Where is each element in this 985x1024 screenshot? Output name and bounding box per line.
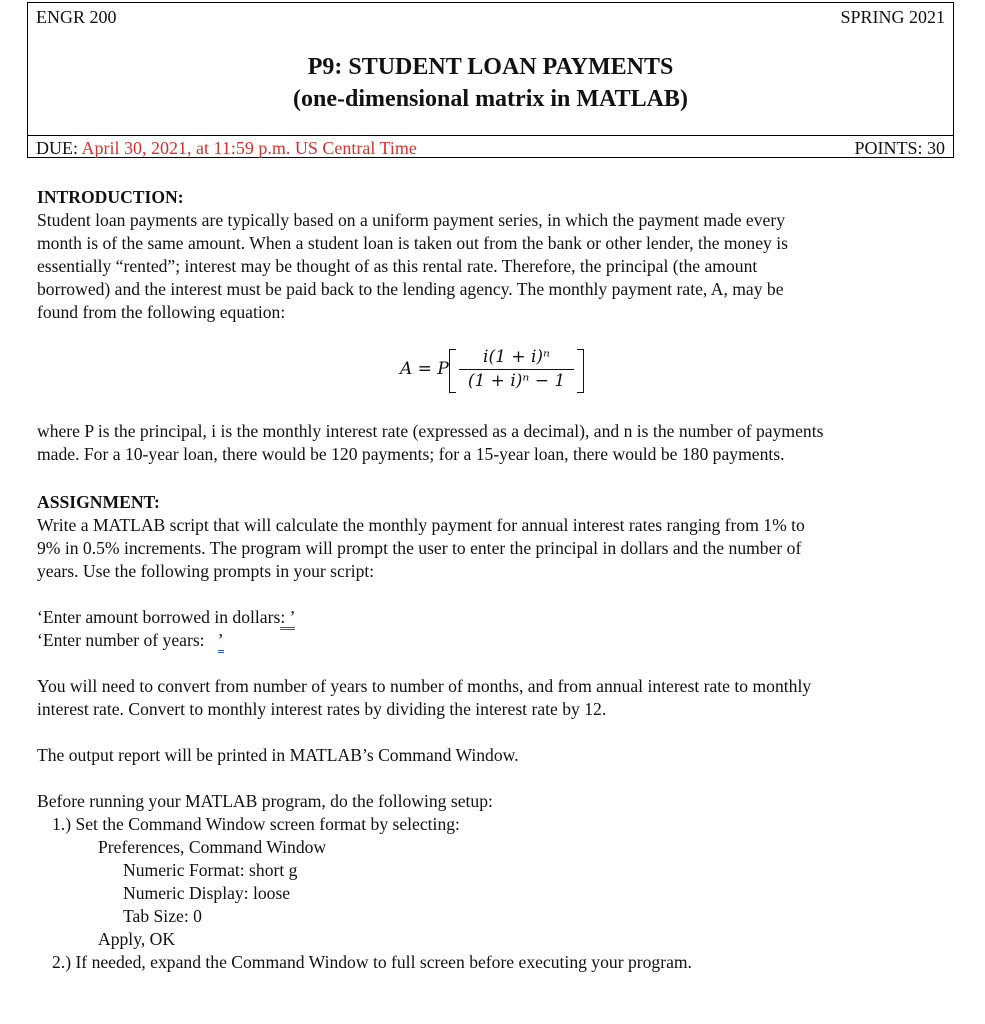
convert-line-2: interest rate. Convert to monthly interest rates by dividing the interest rate by 12. bbox=[37, 699, 607, 719]
convert-section bbox=[37, 675, 947, 721]
setup-item-1-end: Apply, OK bbox=[98, 929, 176, 949]
setup-item-2: 2.) If needed, expand the Command Window to full screen before executing your program. bbox=[52, 952, 692, 972]
equation-numerator: i(1 + i)ⁿ bbox=[483, 347, 550, 367]
setup-item-1-b: Numeric Display: loose bbox=[123, 883, 291, 903]
setup-item-1-c: Tab Size: 0 bbox=[123, 906, 202, 926]
prompt-1-text: ‘Enter amount borrowed in dollars bbox=[37, 607, 281, 627]
due-label: DUE: bbox=[36, 138, 78, 158]
output-line: The output report will be printed in MATLAB’s Command Window. bbox=[37, 745, 519, 765]
payment-equation bbox=[394, 345, 614, 395]
assignment-line-1: Write a MATLAB script that will calculate the monthly payment for annual interest rates ranging from 1% to bbox=[37, 515, 805, 535]
prompt-2-text: ‘Enter number of years: bbox=[37, 630, 218, 650]
equation-denominator: (1 + i)ⁿ − 1 bbox=[467, 371, 566, 391]
prompts-section bbox=[37, 606, 947, 652]
header-box bbox=[27, 2, 954, 158]
equation-lhs: A = P bbox=[400, 359, 449, 379]
prompt-1-tail: : ’ bbox=[280, 607, 295, 630]
setup-intro bbox=[37, 790, 947, 813]
title-line-1: P9: STUDENT LOAN PAYMENTS bbox=[307, 54, 674, 80]
intro-line-5: found from the following equation: bbox=[37, 302, 286, 322]
assignment-line-2: 9% in 0.5% increments. The program will prompt the user to enter the principal in dollars and the number of bbox=[37, 538, 802, 558]
equation-fraction bbox=[449, 345, 584, 395]
setup-item-1-a: Numeric Format: short g bbox=[123, 860, 298, 880]
course-code: ENGR 200 bbox=[36, 7, 117, 27]
where-section bbox=[37, 420, 947, 466]
convert-line-1: You will need to convert from number of years to number of months, and from annual interest rate to monthly bbox=[37, 676, 812, 696]
where-line-1: where P is the principal, i is the monthly interest rate (expressed as a decimal), and n is the number of payments bbox=[37, 421, 824, 441]
intro-line-2: month is of the same amount. When a student loan is taken out from the bank or other lender, the money is bbox=[37, 233, 788, 253]
fraction-bar bbox=[459, 369, 574, 370]
prompt-2-tail: ’ bbox=[218, 630, 224, 653]
setup-list bbox=[52, 813, 692, 974]
where-line-2: made. For a 10-year loan, there would be 120 payments; for a 15-year loan, there would be 180 payments. bbox=[37, 444, 785, 464]
output-section bbox=[37, 744, 947, 767]
setup-item-1: 1.) Set the Command Window screen format by selecting: bbox=[52, 814, 460, 834]
term: SPRING 2021 bbox=[840, 7, 945, 27]
introduction-section bbox=[37, 186, 947, 324]
assignment-section bbox=[37, 491, 947, 583]
prompt-1 bbox=[37, 606, 947, 629]
header-divider bbox=[28, 135, 953, 136]
setup-item-1-sub: Preferences, Command Window bbox=[98, 837, 327, 857]
page-title bbox=[28, 51, 953, 115]
intro-line-3: essentially “rented”; interest may be thought of as this rental rate. Therefore, the principal (the amount bbox=[37, 256, 758, 276]
right-bracket bbox=[577, 349, 584, 393]
points: POINTS: 30 bbox=[854, 138, 945, 158]
introduction-heading: INTRODUCTION: bbox=[37, 187, 184, 207]
intro-line-1: Student loan payments are typically based on a uniform payment series, in which the payment made every bbox=[37, 210, 786, 230]
due-date: April 30, 2021, at 11:59 p.m. US Central Time bbox=[81, 138, 417, 158]
due-line bbox=[36, 137, 417, 159]
title-line-2: (one-dimensional matrix in MATLAB) bbox=[293, 86, 688, 112]
intro-line-4: borrowed) and the interest must be paid back to the lending agency. The monthly payment rate, A, may be bbox=[37, 279, 784, 299]
assignment-line-3: years. Use the following prompts in your script: bbox=[37, 561, 375, 581]
prompt-2 bbox=[37, 629, 947, 652]
setup-line: Before running your MATLAB program, do the following setup: bbox=[37, 791, 493, 811]
assignment-heading: ASSIGNMENT: bbox=[37, 492, 160, 512]
